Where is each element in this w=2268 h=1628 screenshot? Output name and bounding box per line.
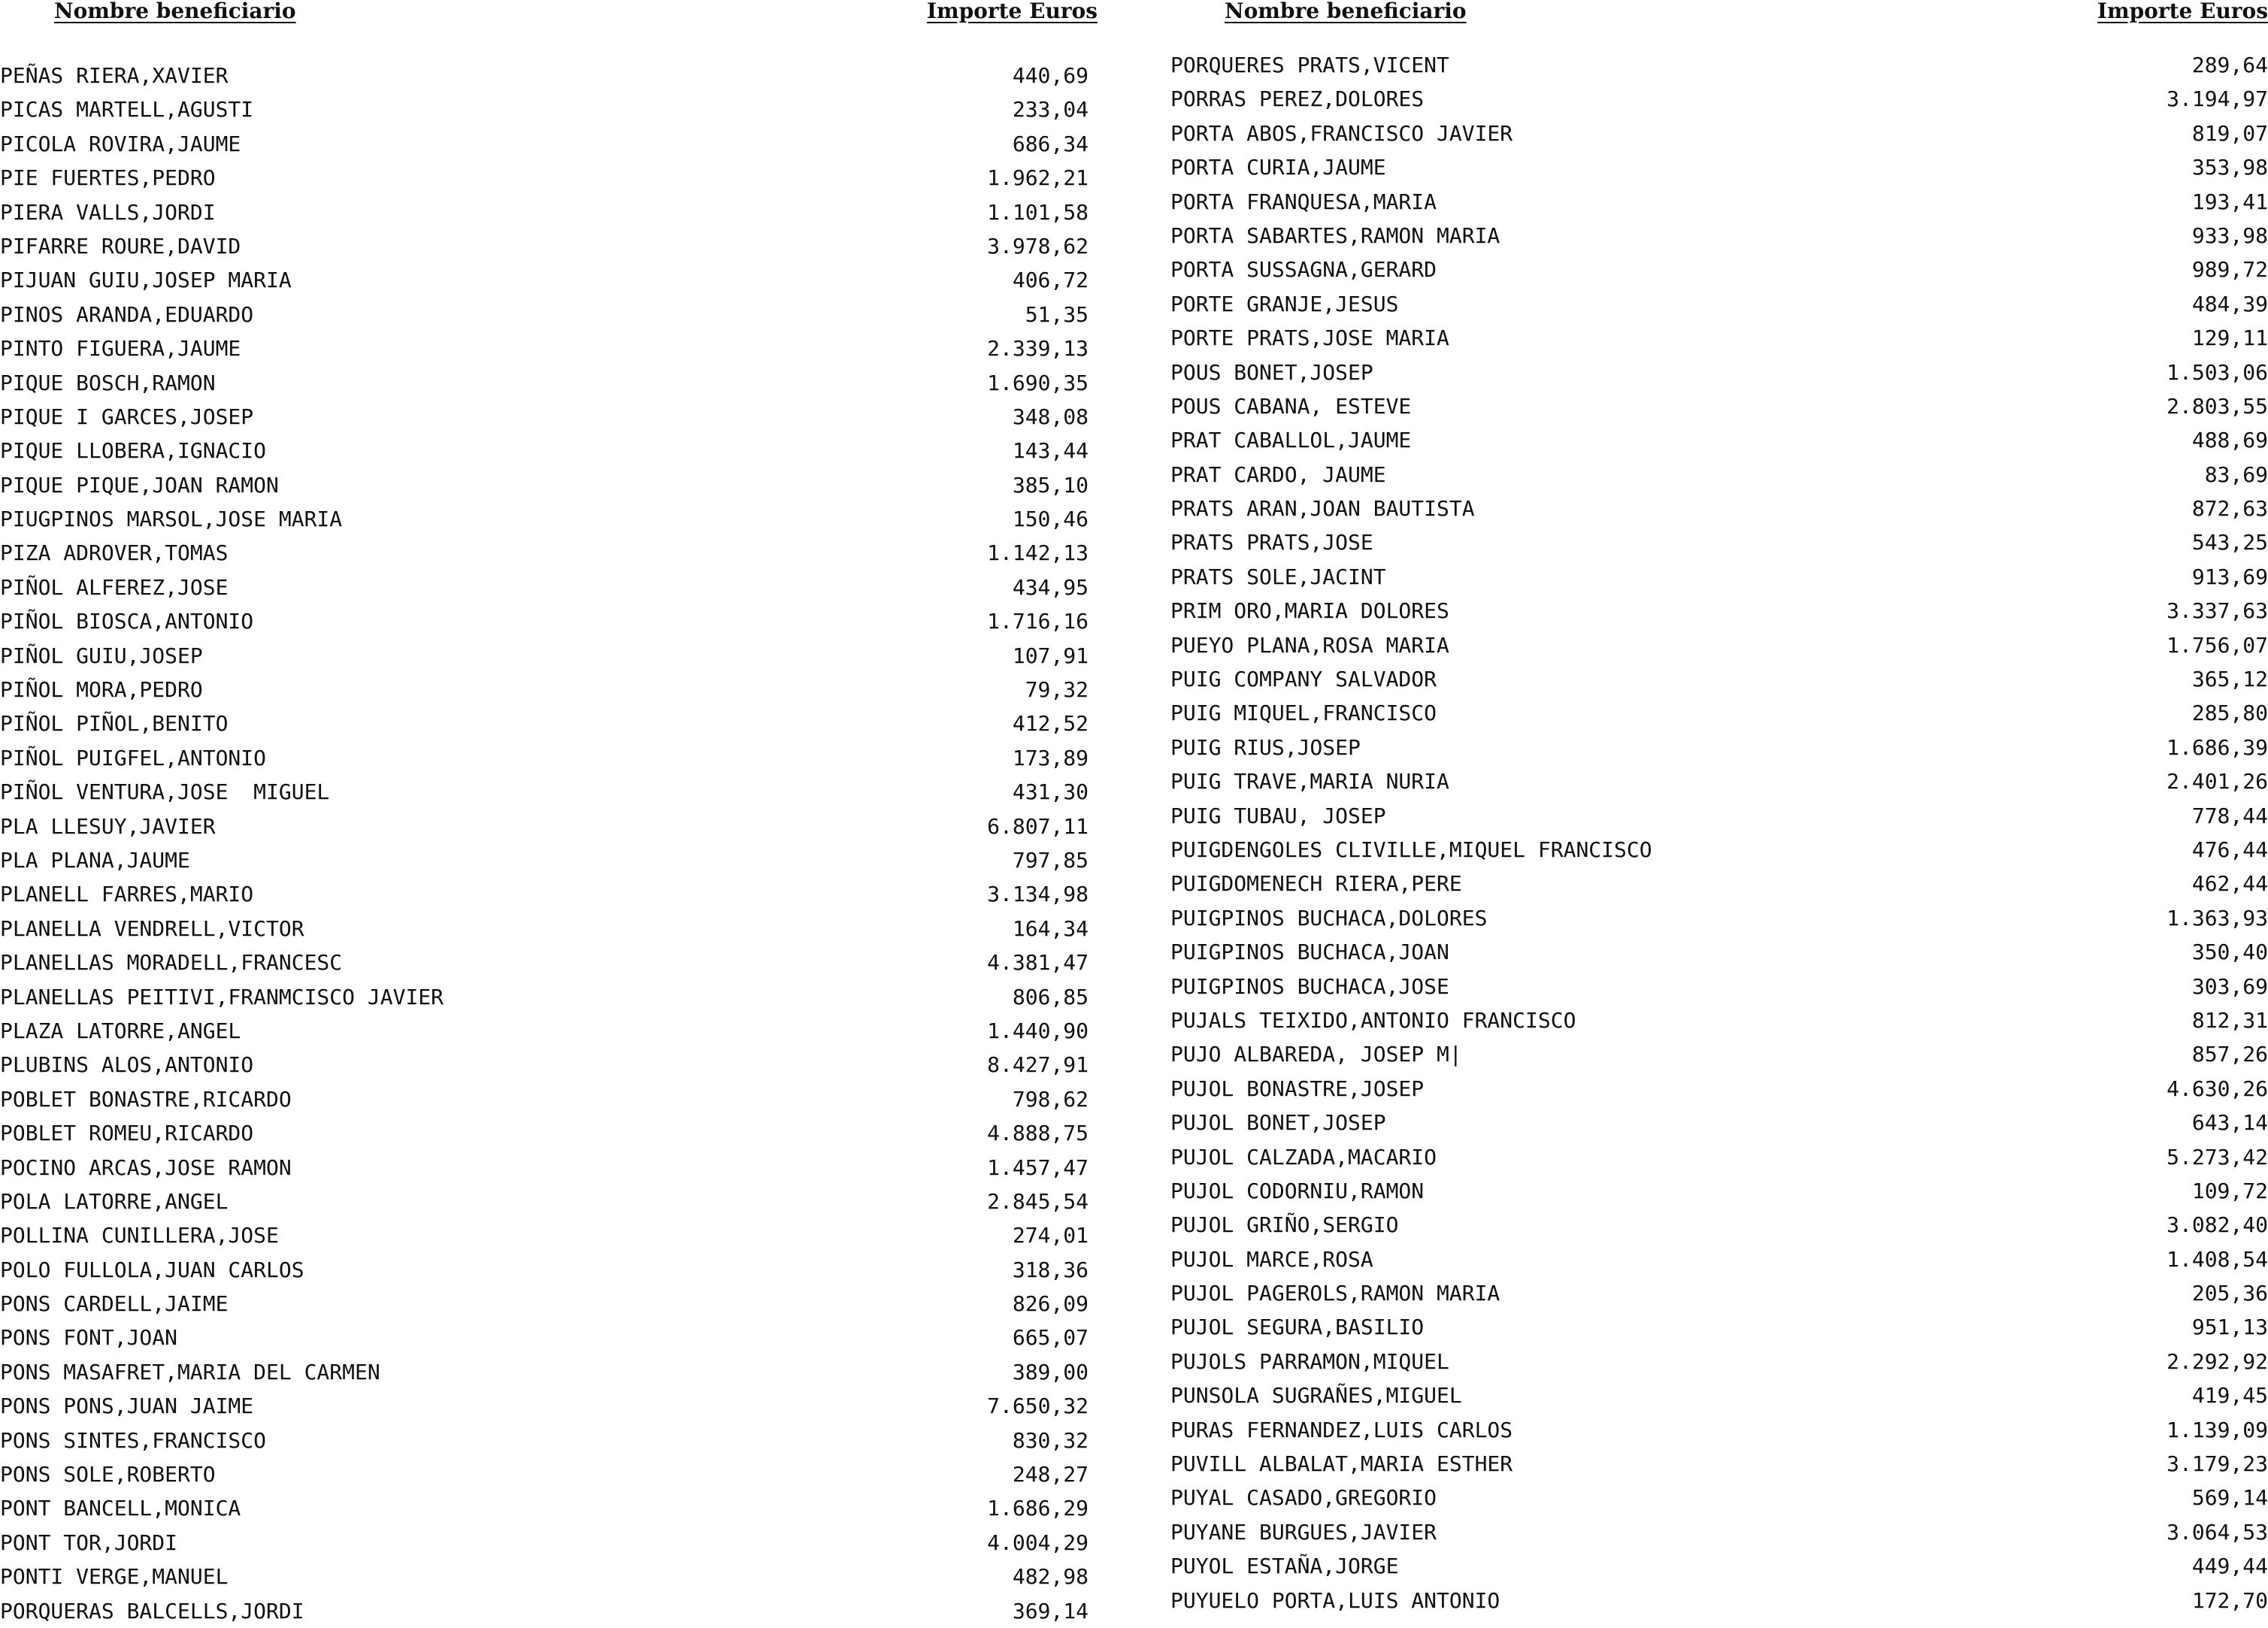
beneficiary-row [0, 946, 1098, 979]
beneficiary-amount: 431,30 [1012, 779, 1089, 805]
beneficiary-name: PLANELLAS MORADELL,FRANCESC [0, 950, 343, 976]
right-beneficiary-list [1169, 48, 2268, 1617]
beneficiary-row [1169, 1242, 2268, 1276]
beneficiary-amount: 1.363,93 [2167, 905, 2268, 931]
beneficiary-amount: 476,44 [2191, 837, 2268, 862]
beneficiary-row [1169, 970, 2268, 1003]
beneficiary-name: PONS CARDELL,JAIME [0, 1291, 229, 1317]
beneficiary-name: PORQUERES PRATS,VICENT [1170, 53, 1449, 77]
beneficiary-name: PORQUERAS BALCELLS,JORDI [0, 1598, 304, 1623]
beneficiary-name: PLAZA LATORRE,ANGEL [0, 1018, 241, 1043]
beneficiary-amount: 1.440,90 [987, 1018, 1089, 1043]
beneficiary-row [0, 298, 1098, 331]
beneficiary-amount: 303,69 [2191, 973, 2268, 999]
beneficiary-amount: 348,08 [1012, 404, 1089, 429]
beneficiary-row [0, 1389, 1098, 1423]
beneficiary-amount: 3.978,62 [987, 233, 1089, 259]
beneficiary-row [0, 502, 1098, 536]
beneficiary-row [0, 1594, 1098, 1628]
beneficiary-name: POCINO ARCAS,JOSE RAMON [0, 1154, 292, 1180]
beneficiary-row [1169, 1140, 2268, 1174]
beneficiary-amount: 569,14 [2191, 1485, 2268, 1511]
beneficiary-amount: 1.408,54 [2167, 1246, 2268, 1272]
beneficiary-amount: 2.803,55 [2167, 393, 2268, 419]
beneficiary-amount: 830,32 [1012, 1427, 1089, 1453]
beneficiary-row [1169, 117, 2268, 150]
beneficiary-amount: 543,25 [2191, 530, 2268, 555]
beneficiary-row [0, 536, 1098, 570]
beneficiary-row [1169, 1003, 2268, 1037]
left-beneficiary-list [0, 59, 1098, 1628]
beneficiary-name: POBLET BONASTRE,RICARDO [0, 1086, 292, 1112]
beneficiary-row [1169, 696, 2268, 730]
beneficiary-amount: 129,11 [2191, 325, 2268, 351]
beneficiary-amount: 951,13 [2191, 1315, 2268, 1340]
beneficiary-name: PUYUELO PORTA,LUIS ANTONIO [1170, 1587, 1500, 1613]
beneficiary-amount: 3.134,98 [987, 882, 1089, 907]
beneficiary-row [0, 980, 1098, 1014]
beneficiary-name: PRATS ARAN,JOAN BAUTISTA [1170, 496, 1475, 522]
beneficiary-amount: 2.401,26 [2167, 769, 2268, 794]
beneficiary-row [0, 127, 1098, 161]
beneficiary-name: PLA LLESUY,JAVIER [0, 813, 216, 839]
beneficiary-amount: 434,95 [1012, 574, 1089, 600]
beneficiary-amount: 419,45 [2191, 1383, 2268, 1409]
beneficiary-name: PUYOL ESTAÑA,JORGE [1170, 1554, 1399, 1579]
beneficiary-name: PUJOL MARCE,ROSA [1170, 1246, 1373, 1272]
beneficiary-amount: 812,31 [2191, 1007, 2268, 1033]
beneficiary-row [1169, 253, 2268, 286]
beneficiary-row [1169, 356, 2268, 389]
beneficiary-amount: 3.194,97 [2167, 86, 2268, 112]
beneficiary-row [0, 741, 1098, 775]
beneficiary-amount: 51,35 [1025, 301, 1089, 327]
beneficiary-name: PRIM ORO,MARIA DOLORES [1170, 598, 1449, 624]
beneficiary-amount: 440,69 [1012, 63, 1089, 88]
left-header [0, 0, 1098, 30]
beneficiary-name: PONT TOR,JORDI [0, 1530, 178, 1555]
beneficiary-row [0, 366, 1098, 400]
beneficiary-row [1169, 1310, 2268, 1344]
beneficiary-row [1169, 1072, 2268, 1106]
beneficiary-name: PIÑOL ALFEREZ,JOSE [0, 574, 229, 600]
beneficiary-name: PLANELL FARRES,MARIO [0, 882, 254, 907]
beneficiary-amount: 798,62 [1012, 1086, 1089, 1112]
beneficiary-amount: 1.101,58 [987, 199, 1089, 225]
beneficiary-amount: 2.845,54 [987, 1188, 1089, 1214]
beneficiary-name: PIQUE PIQUE,JOAN RAMON [0, 472, 279, 498]
beneficiary-row [1169, 935, 2268, 969]
beneficiary-row [0, 468, 1098, 502]
beneficiary-amount: 365,12 [2191, 667, 2268, 692]
beneficiary-amount: 164,34 [1012, 915, 1089, 941]
beneficiary-amount: 3.064,53 [2167, 1519, 2268, 1545]
name-column-header: Nombre beneficiario [54, 0, 296, 23]
beneficiary-amount: 285,80 [2191, 701, 2268, 726]
beneficiary-name: PUNSOLA SUGRAÑES,MIGUEL [1170, 1383, 1462, 1409]
beneficiary-name: PUJOLS PARRAMON,MIQUEL [1170, 1348, 1449, 1374]
beneficiary-name: PONS FONT,JOAN [0, 1325, 178, 1351]
beneficiary-row [0, 1526, 1098, 1560]
beneficiary-name: PUJOL CALZADA,MACARIO [1170, 1144, 1437, 1170]
beneficiary-row [1169, 867, 2268, 900]
beneficiary-row [0, 1457, 1098, 1491]
beneficiary-amount: 233,04 [1012, 97, 1089, 123]
beneficiary-name: PRATS SOLE,JACINT [1170, 564, 1386, 589]
beneficiary-name: PLANELLAS PEITIVI,FRANMCISCO JAVIER [0, 984, 444, 1009]
beneficiary-amount: 83,69 [2204, 461, 2268, 487]
beneficiary-name: PUIG RIUS,JOSEP [1170, 734, 1361, 760]
beneficiary-amount: 933,98 [2191, 222, 2268, 248]
beneficiary-name: PUIGPINOS BUCHACA,JOAN [1170, 940, 1449, 965]
beneficiary-row [0, 331, 1098, 365]
beneficiary-amount: 449,44 [2191, 1554, 2268, 1579]
beneficiary-amount: 462,44 [2191, 871, 2268, 897]
beneficiary-row [0, 707, 1098, 740]
beneficiary-name: PUIGDOMENECH RIERA,PERE [1170, 871, 1462, 897]
beneficiary-row [1169, 150, 2268, 184]
beneficiary-row [1169, 833, 2268, 867]
beneficiary-amount: 1.686,29 [987, 1496, 1089, 1521]
beneficiary-name: POLO FULLOLA,JUAN CARLOS [0, 1257, 304, 1282]
amount-column-header: Importe Euros [926, 0, 1098, 23]
beneficiary-name: PORTA ABOS,FRANCISCO JAVIER [1170, 120, 1513, 146]
beneficiary-row [1169, 219, 2268, 253]
beneficiary-row [1169, 764, 2268, 798]
beneficiary-amount: 2.292,92 [2167, 1348, 2268, 1374]
beneficiary-amount: 173,89 [1012, 745, 1089, 770]
beneficiary-name: PONS SINTES,FRANCISCO [0, 1427, 267, 1453]
beneficiary-row [0, 434, 1098, 468]
beneficiary-row [1169, 1481, 2268, 1515]
beneficiary-amount: 2.339,13 [987, 336, 1089, 362]
beneficiary-amount: 686,34 [1012, 131, 1089, 156]
beneficiary-name: PURAS FERNANDEZ,LUIS CARLOS [1170, 1417, 1513, 1442]
beneficiary-name: PINOS ARANDA,EDUARDO [0, 301, 254, 327]
beneficiary-amount: 665,07 [1012, 1325, 1089, 1351]
beneficiary-name: PIÑOL MORA,PEDRO [0, 677, 203, 703]
beneficiary-name: PUIGDENGOLES CLIVILLE,MIQUEL FRANCISCO [1170, 837, 1652, 862]
beneficiary-name: PUYAL CASADO,GREGORIO [1170, 1485, 1437, 1511]
beneficiary-amount: 913,69 [2191, 564, 2268, 589]
beneficiary-row [0, 229, 1098, 263]
beneficiary-name: PIE FUERTES,PEDRO [0, 165, 216, 191]
beneficiary-name: POUS BONET,JOSEP [1170, 359, 1373, 385]
name-column-header: Nombre beneficiario [1225, 0, 1467, 23]
beneficiary-row [0, 1321, 1098, 1354]
beneficiary-name: PRAT CABALLOL,JAUME [1170, 428, 1412, 453]
beneficiary-amount: 3.082,40 [2167, 1212, 2268, 1238]
beneficiary-row [1169, 389, 2268, 423]
beneficiary-row [0, 1560, 1098, 1593]
beneficiary-name: PINTO FIGUERA,JAUME [0, 336, 241, 362]
beneficiary-amount: 989,72 [2191, 257, 2268, 283]
beneficiary-amount: 369,14 [1012, 1598, 1089, 1623]
beneficiary-name: PUJOL SEGURA,BASILIO [1170, 1315, 1425, 1340]
beneficiary-amount: 1.962,21 [987, 165, 1089, 191]
beneficiary-row [1169, 82, 2268, 116]
beneficiary-row [0, 1048, 1098, 1082]
beneficiary-name: PIÑOL VENTURA,JOSE MIGUEL [0, 779, 330, 805]
beneficiary-amount: 1.457,47 [987, 1154, 1089, 1180]
beneficiary-amount: 79,32 [1025, 677, 1089, 703]
beneficiary-name: PIFARRE ROURE,DAVID [0, 233, 241, 259]
beneficiary-amount: 385,10 [1012, 472, 1089, 498]
beneficiary-name: PUYANE BURGUES,JAVIER [1170, 1519, 1437, 1545]
beneficiary-row [0, 59, 1098, 92]
beneficiary-amount: 318,36 [1012, 1257, 1089, 1282]
left-column [0, 0, 1098, 1628]
beneficiary-amount: 857,26 [2191, 1042, 2268, 1067]
beneficiary-row [1169, 1276, 2268, 1310]
beneficiary-amount: 1.686,39 [2167, 734, 2268, 760]
beneficiary-row [1169, 1106, 2268, 1139]
beneficiary-row [1169, 525, 2268, 559]
beneficiary-name: PIÑOL PUIGFEL,ANTONIO [0, 745, 267, 770]
beneficiary-name: POLLINA CUNILLERA,JOSE [0, 1223, 279, 1248]
beneficiary-amount: 107,91 [1012, 643, 1089, 668]
beneficiary-row [1169, 628, 2268, 662]
beneficiary-row [0, 570, 1098, 604]
beneficiary-row [0, 912, 1098, 946]
beneficiary-name: PUIG TUBAU, JOSEP [1170, 803, 1386, 828]
beneficiary-row [1169, 1208, 2268, 1242]
beneficiary-row [0, 877, 1098, 911]
beneficiary-name: PUIG MIQUEL,FRANCISCO [1170, 701, 1437, 726]
beneficiary-row [0, 1116, 1098, 1150]
beneficiary-name: PIQUE BOSCH,RAMON [0, 370, 216, 395]
beneficiary-row [1169, 662, 2268, 696]
beneficiary-row [0, 195, 1098, 229]
beneficiary-name: PIERA VALLS,JORDI [0, 199, 216, 225]
beneficiary-name: PUIG COMPANY SALVADOR [1170, 667, 1437, 692]
beneficiary-amount: 1.756,07 [2167, 632, 2268, 658]
beneficiary-row [1169, 492, 2268, 525]
beneficiary-row [1169, 185, 2268, 219]
beneficiary-amount: 3.179,23 [2167, 1451, 2268, 1477]
beneficiary-row [0, 1355, 1098, 1389]
beneficiary-amount: 5.273,42 [2167, 1144, 2268, 1170]
beneficiary-amount: 109,72 [2191, 1178, 2268, 1203]
beneficiary-row [0, 1287, 1098, 1321]
beneficiary-name: PUJOL BONET,JOSEP [1170, 1110, 1386, 1136]
beneficiary-amount: 778,44 [2191, 803, 2268, 828]
beneficiary-name: PUIGPINOS BUCHACA,JOSE [1170, 973, 1449, 999]
beneficiary-row [1169, 1447, 2268, 1481]
beneficiary-name: PIQUE I GARCES,JOSEP [0, 404, 254, 429]
beneficiary-name: PUIG TRAVE,MARIA NURIA [1170, 769, 1449, 794]
beneficiary-row [1169, 1037, 2268, 1071]
beneficiary-amount: 193,41 [2191, 189, 2268, 214]
beneficiary-name: PRAT CARDO, JAUME [1170, 461, 1386, 487]
right-header [1169, 0, 2268, 30]
beneficiary-amount: 7.650,32 [987, 1393, 1089, 1419]
beneficiary-name: PUJOL PAGEROLS,RAMON MARIA [1170, 1281, 1500, 1306]
beneficiary-amount: 1.503,06 [2167, 359, 2268, 385]
beneficiary-amount: 484,39 [2191, 291, 2268, 316]
beneficiary-row [1169, 48, 2268, 82]
beneficiary-row [0, 1424, 1098, 1457]
beneficiary-name: PONS PONS,JUAN JAIME [0, 1393, 254, 1419]
beneficiary-amount: 643,14 [2191, 1110, 2268, 1136]
beneficiary-row [0, 775, 1098, 809]
beneficiary-amount: 289,64 [2191, 53, 2268, 77]
beneficiary-name: PIQUE LLOBERA,IGNACIO [0, 438, 267, 464]
beneficiary-row [0, 809, 1098, 843]
beneficiary-name: PONT BANCELL,MONICA [0, 1496, 241, 1521]
beneficiary-amount: 1.690,35 [987, 370, 1089, 395]
beneficiary-amount: 4.004,29 [987, 1530, 1089, 1555]
beneficiary-amount: 1.142,13 [987, 540, 1089, 566]
beneficiary-row [0, 1151, 1098, 1185]
beneficiary-name: PUJO ALBAREDA, JOSEP M| [1170, 1042, 1462, 1067]
beneficiary-name: PORTA CURIA,JAUME [1170, 155, 1386, 180]
beneficiary-row [0, 400, 1098, 434]
beneficiary-row [1169, 321, 2268, 355]
beneficiary-amount: 4.888,75 [987, 1121, 1089, 1146]
beneficiary-amount: 143,44 [1012, 438, 1089, 464]
beneficiary-amount: 406,72 [1012, 268, 1089, 293]
beneficiary-amount: 826,09 [1012, 1291, 1089, 1317]
beneficiary-row [1169, 799, 2268, 833]
beneficiary-amount: 274,01 [1012, 1223, 1089, 1248]
beneficiary-row [0, 1491, 1098, 1525]
beneficiary-row [0, 1218, 1098, 1252]
beneficiary-row [1169, 1584, 2268, 1617]
beneficiary-row [0, 92, 1098, 126]
beneficiary-name: PIÑOL PIÑOL,BENITO [0, 711, 229, 737]
beneficiary-name: PUJOL CODORNIU,RAMON [1170, 1178, 1425, 1203]
beneficiary-amount: 8.427,91 [987, 1052, 1089, 1078]
beneficiary-amount: 482,98 [1012, 1564, 1089, 1590]
beneficiary-name: PORTA SUSSAGNA,GERARD [1170, 257, 1437, 283]
beneficiary-row [0, 1082, 1098, 1116]
beneficiary-row [0, 673, 1098, 707]
beneficiary-amount: 205,36 [2191, 1281, 2268, 1306]
beneficiary-row [1169, 287, 2268, 321]
beneficiary-name: PUVILL ALBALAT,MARIA ESTHER [1170, 1451, 1513, 1477]
beneficiary-name: PONS MASAFRET,MARIA DEL CARMEN [0, 1359, 380, 1384]
beneficiary-amount: 797,85 [1012, 847, 1089, 873]
beneficiary-amount: 412,52 [1012, 711, 1089, 737]
beneficiary-row [1169, 1549, 2268, 1583]
beneficiary-row [0, 1185, 1098, 1218]
beneficiary-name: PIJUAN GUIU,JOSEP MARIA [0, 268, 292, 293]
beneficiary-name: PIÑOL BIOSCA,ANTONIO [0, 609, 254, 634]
beneficiary-row [0, 1014, 1098, 1048]
beneficiary-name: PONS SOLE,ROBERTO [0, 1462, 216, 1487]
beneficiary-name: PEÑAS RIERA,XAVIER [0, 63, 229, 88]
beneficiary-name: PICAS MARTELL,AGUSTI [0, 97, 254, 123]
beneficiary-row [1169, 560, 2268, 594]
beneficiary-amount: 150,46 [1012, 507, 1089, 532]
beneficiary-name: PORTE PRATS,JOSE MARIA [1170, 325, 1449, 351]
beneficiary-amount: 3.337,63 [2167, 598, 2268, 624]
beneficiary-amount: 4.381,47 [987, 950, 1089, 976]
beneficiary-row [0, 604, 1098, 638]
beneficiary-name: PUIGPINOS BUCHACA,DOLORES [1170, 905, 1488, 931]
beneficiary-row [0, 843, 1098, 877]
beneficiary-name: PIÑOL GUIU,JOSEP [0, 643, 203, 668]
beneficiary-name: PORTA SABARTES,RAMON MARIA [1170, 222, 1500, 248]
beneficiary-name: PORTE GRANJE,JESUS [1170, 291, 1399, 316]
amount-column-header: Importe Euros [2097, 0, 2268, 23]
beneficiary-amount: 389,00 [1012, 1359, 1089, 1384]
beneficiary-name: PIZA ADROVER,TOMAS [0, 540, 229, 566]
beneficiary-row [1169, 423, 2268, 457]
beneficiary-name: PLUBINS ALOS,ANTONIO [0, 1052, 254, 1078]
right-column [1169, 0, 2268, 1617]
beneficiary-amount: 172,70 [2191, 1587, 2268, 1613]
beneficiary-name: PICOLA ROVIRA,JAUME [0, 131, 241, 156]
beneficiary-name: PUJOL GRIÑO,SERGIO [1170, 1212, 1399, 1238]
beneficiary-amount: 1.716,16 [987, 609, 1089, 634]
beneficiary-row [1169, 1174, 2268, 1208]
beneficiary-amount: 1.139,09 [2167, 1417, 2268, 1442]
beneficiary-name: POLA LATORRE,ANGEL [0, 1188, 229, 1214]
beneficiary-row [1169, 458, 2268, 492]
beneficiary-name: PUJOL BONASTRE,JOSEP [1170, 1076, 1425, 1101]
beneficiary-amount: 350,40 [2191, 940, 2268, 965]
beneficiary-row [0, 639, 1098, 673]
beneficiary-name: PLA PLANA,JAUME [0, 847, 190, 873]
beneficiary-name: POUS CABANA, ESTEVE [1170, 393, 1412, 419]
beneficiary-row [1169, 1378, 2268, 1412]
beneficiary-row [1169, 731, 2268, 764]
beneficiary-row [1169, 1515, 2268, 1549]
beneficiary-amount: 6.807,11 [987, 813, 1089, 839]
beneficiary-row [1169, 1413, 2268, 1447]
beneficiary-name: PUJALS TEIXIDO,ANTONIO FRANCISCO [1170, 1007, 1576, 1033]
beneficiary-name: PIUGPINOS MARSOL,JOSE MARIA [0, 507, 343, 532]
beneficiary-amount: 872,63 [2191, 496, 2268, 522]
beneficiary-name: PUEYO PLANA,ROSA MARIA [1170, 632, 1449, 658]
beneficiary-amount: 806,85 [1012, 984, 1089, 1009]
beneficiary-row [1169, 901, 2268, 935]
beneficiary-row [0, 263, 1098, 297]
beneficiary-amount: 248,27 [1012, 1462, 1089, 1487]
beneficiary-name: PONTI VERGE,MANUEL [0, 1564, 229, 1590]
beneficiary-row [0, 1253, 1098, 1287]
beneficiary-row [1169, 1345, 2268, 1378]
beneficiary-amount: 819,07 [2191, 120, 2268, 146]
beneficiary-amount: 4.630,26 [2167, 1076, 2268, 1101]
beneficiary-name: PORTA FRANQUESA,MARIA [1170, 189, 1437, 214]
beneficiary-name: PRATS PRATS,JOSE [1170, 530, 1373, 555]
beneficiary-name: PORRAS PEREZ,DOLORES [1170, 86, 1425, 112]
beneficiary-row [1169, 594, 2268, 628]
beneficiary-amount: 353,98 [2191, 155, 2268, 180]
beneficiary-amount: 488,69 [2191, 428, 2268, 453]
beneficiary-name: PLANELLA VENDRELL,VICTOR [0, 915, 304, 941]
beneficiary-row [0, 161, 1098, 195]
beneficiary-name: POBLET ROMEU,RICARDO [0, 1121, 254, 1146]
